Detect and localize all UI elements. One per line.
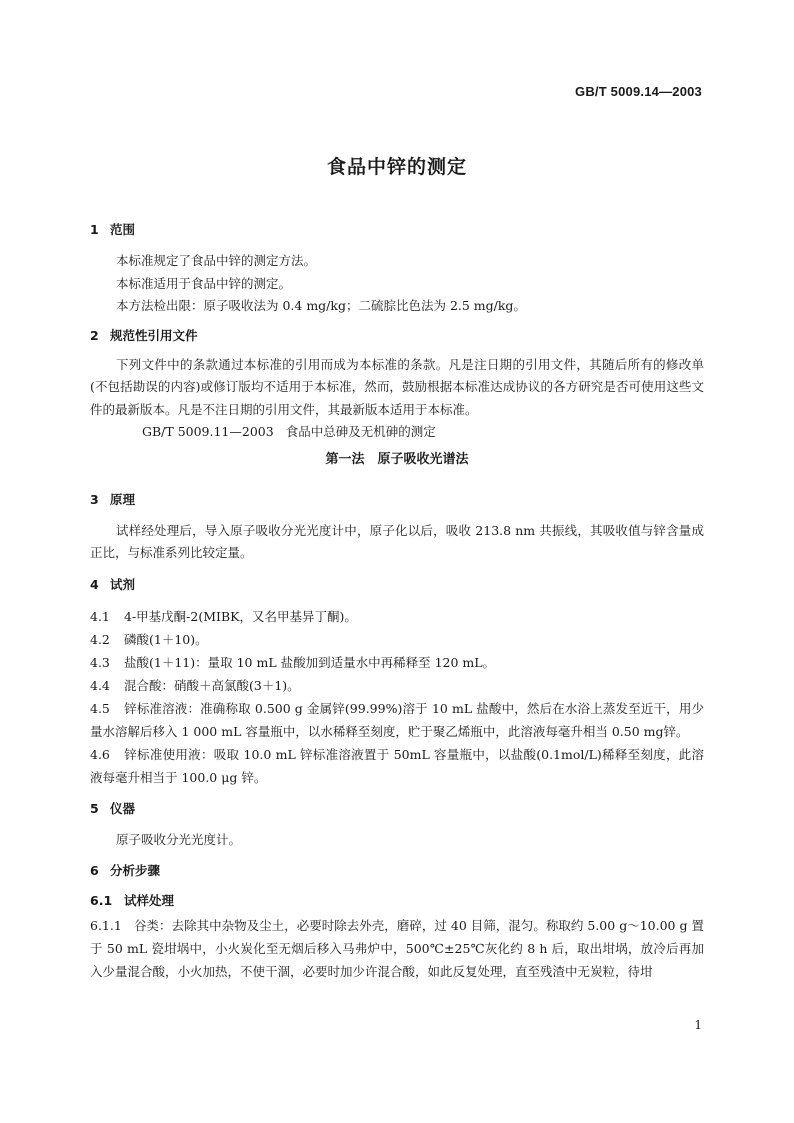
item-text: 混合酸：硝酸＋高氯酸(3＋1)。: [124, 677, 300, 693]
reagent-item: [90, 628, 704, 651]
reagent-item: [90, 651, 704, 674]
subsection-number: 6.1: [90, 893, 113, 908]
method-title: 第一法 原子吸收光谱法: [325, 451, 469, 467]
section-title: 试剂: [110, 576, 136, 592]
reagent-item: [90, 674, 704, 697]
item-number: 4.6: [90, 746, 110, 762]
item-number: 4.1: [90, 608, 110, 624]
item-number: 6.1.1: [90, 918, 122, 933]
item-text: 盐酸(1＋11)：量取 10 mL 盐酸加到适量水中再稀释至 120 mL。: [124, 654, 496, 670]
scope-paragraph: 本标准规定了食品中锌的测定方法。: [116, 253, 317, 268]
item-text: 锌标准使用液：吸取 10.0 mL 锌标准溶液置于 50mL 容量瓶中，以盐酸(0.1mol/L)稀释至刻度，此溶液每毫升相当于 100.0 μg 锌。: [90, 746, 704, 785]
section-number: 1: [90, 222, 99, 237]
item-text: 磷酸(1＋10)。: [124, 631, 208, 647]
section-heading-apparatus: [90, 799, 704, 819]
scope-paragraph: 本标准适用于食品中锌的测定。: [116, 275, 292, 291]
page-number: 1: [694, 1018, 702, 1032]
reagent-item: [90, 743, 704, 789]
section-title: 范围: [110, 222, 136, 237]
standard-code: GB/T 5009.14—2003: [575, 84, 702, 99]
apparatus-paragraph: 原子吸收分光光度计。: [116, 831, 242, 847]
section-heading-procedure: [90, 861, 704, 881]
principle-paragraph: 试样经处理后，导入原子吸收分光光度计中，原子化以后，吸收 213.8 nm 共振线，其吸收值与锌含量成正比，与标准系列比较定量。: [90, 522, 704, 560]
section-heading-normative-references: [90, 326, 704, 346]
item-text: 锌标准溶液：准确称取 0.500 g 金属锌(99.99%)溶于 10 mL 盐酸中，然后在水浴上蒸发至近干，用少量水溶解后移入 1 000 mL 容量瓶中，以水稀释至刻度，贮于聚乙烯瓶中，此溶液每毫升相当 0.50 mg锌。: [90, 700, 704, 739]
section-heading-principle: [90, 490, 704, 510]
reference-title: 食品中总砷及无机砷的测定: [285, 424, 436, 439]
item-number: 4.5: [90, 700, 110, 716]
item-text: 4-甲基戊酮-2(MIBK，又名甲基异丁酮)。: [124, 608, 357, 624]
item-number: 4.3: [90, 654, 110, 670]
procedure-item: [90, 914, 704, 983]
reference-entry: [90, 421, 704, 444]
subsection-heading-sample-treatment: [90, 891, 704, 911]
section-heading-reagents: [90, 575, 704, 595]
section-title: 规范性引用文件: [110, 327, 198, 343]
section-title: 仪器: [110, 800, 136, 816]
document-body: [90, 220, 704, 983]
section-heading-scope: [90, 220, 704, 240]
section-title: 分析步骤: [110, 863, 161, 878]
item-number: 4.4: [90, 677, 110, 693]
section-number: 3: [90, 491, 99, 507]
section-number: 2: [90, 327, 99, 343]
document-title: 食品中锌的测定: [326, 156, 467, 178]
reagent-item: [90, 697, 704, 743]
scope-paragraph: 本方法检出限：原子吸收法为 0.4 mg/kg；二硫腙比色法为 2.5 mg/kg。: [116, 298, 526, 313]
reagent-item: [90, 605, 704, 628]
section-number: 4: [90, 576, 99, 592]
references-paragraph: 下列文件中的条款通过本标准的引用而成为本标准的条款。凡是注日期的引用文件，其随后所有的修改单(不包括勘误的内容)或修订版均不适用于本标准，然而，鼓励根据本标准达成协议的各方研究是否可使用这些文件的最新版本。凡是不注日期的引用文件，其最新版本适用于本标准。: [90, 356, 704, 417]
section-title: 原理: [110, 491, 136, 507]
item-text: 谷类：去除其中杂物及尘土，必要时除去外壳，磨碎，过 40 目筛，混匀。称取约 5.00 g～10.00 g 置于 50 mL 瓷坩埚中，小火炭化至无烟后移入马弗炉中，500℃±25℃灰化约 8 h 后，取出坩埚，放冷后再加入少量混合酸，小火加热，不使干涸，必要时加少许混合酸，如此反复处理，直至残渣中无炭粒，待坩: [90, 918, 704, 979]
reference-code: GB/T 5009.11—2003: [142, 424, 274, 439]
subsection-title: 试样处理: [124, 893, 175, 908]
item-number: 4.2: [90, 631, 110, 647]
section-number: 6: [90, 863, 99, 878]
section-number: 5: [90, 800, 99, 816]
